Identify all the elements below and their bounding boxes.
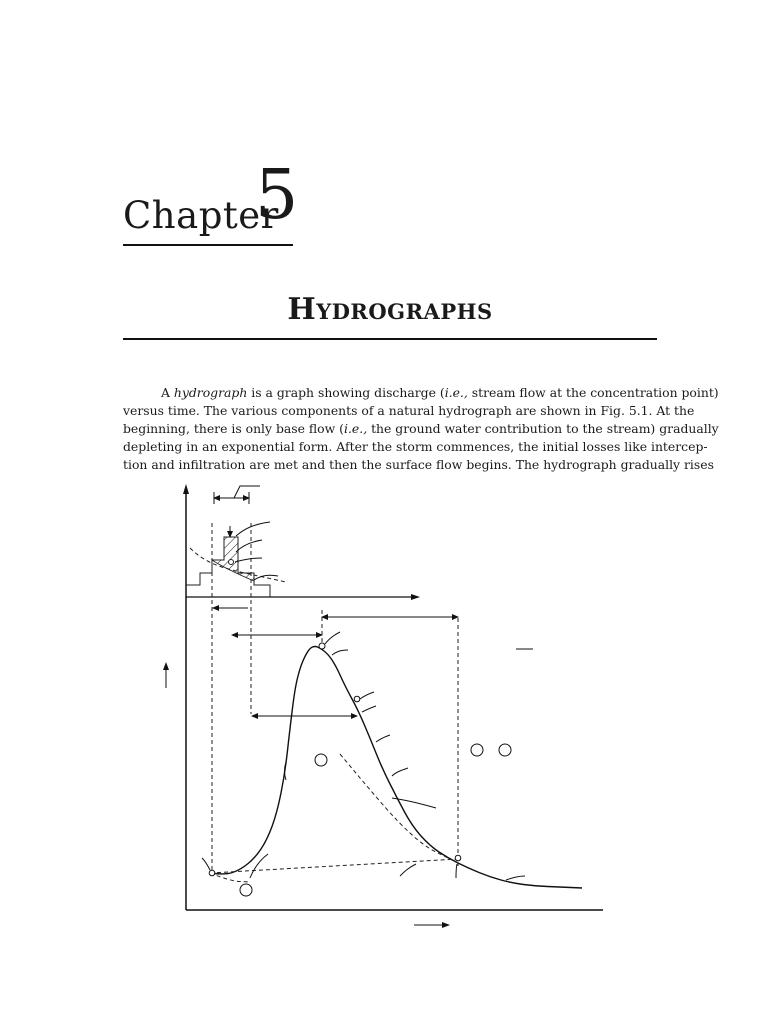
leader-arrow xyxy=(250,854,268,878)
region-marker xyxy=(315,754,327,766)
baseflow-continuation-line xyxy=(210,873,250,882)
inflection-point xyxy=(354,696,360,702)
hydrograph-curve xyxy=(210,647,582,889)
leader-arrow xyxy=(235,558,262,562)
leader-arrow xyxy=(360,692,374,699)
duration-leader xyxy=(234,486,260,498)
region-marker xyxy=(240,884,252,896)
page-title: Hydrographs xyxy=(287,292,493,327)
leader-arrow xyxy=(506,876,525,880)
leader-arrow xyxy=(236,522,270,536)
paragraph-line: A hydrograph is a graph showing discharge (i.e., stream flow at the concentration point) xyxy=(161,385,719,400)
paragraph-line: depleting in an exponential form. After the storm commences, the initial losses like intercep- xyxy=(123,439,708,454)
hydrograph-figure xyxy=(150,478,620,962)
leader-arrow xyxy=(392,798,436,808)
leader-arrow xyxy=(376,735,390,742)
paragraph-line: tion and infiltration are met and then the surface flow begins. The hydrograph gradually rises xyxy=(123,457,714,472)
chapter-header xyxy=(123,156,299,246)
y-axis-arrowhead xyxy=(183,484,189,494)
region-marker xyxy=(499,744,511,756)
leader-arrow xyxy=(332,650,348,655)
arrowhead xyxy=(212,605,219,611)
recession-end-point xyxy=(455,855,461,861)
arrowhead xyxy=(163,662,169,670)
leader-arrow xyxy=(236,540,262,552)
title-rule xyxy=(123,338,657,340)
arrowhead xyxy=(251,713,258,719)
intro-paragraph xyxy=(123,384,719,474)
arrowhead xyxy=(231,632,238,638)
chapter-label: Chapter xyxy=(123,194,279,237)
paragraph-line: versus time. The various components of a natural hydrograph are shown in Fig. 5.1. At the xyxy=(123,403,695,418)
leader-arrow xyxy=(392,768,408,776)
rainfall-time-arrowhead xyxy=(411,594,420,600)
hydrograph-diagram xyxy=(150,478,620,958)
rise-start-point xyxy=(209,870,215,876)
chapter-number: 5 xyxy=(255,156,299,235)
region-marker xyxy=(471,744,483,756)
centroid-of-rainfall-marker xyxy=(229,560,234,565)
recession-projection-line xyxy=(340,754,448,858)
leader-arrow xyxy=(325,632,340,644)
leader-arrow xyxy=(362,706,376,712)
peak-point xyxy=(319,643,325,649)
baseflow-separation-line xyxy=(210,859,458,873)
paragraph-line: beginning, there is only base flow (i.e., the ground water contribution to the stream) gradually xyxy=(123,421,719,436)
leader-arrow xyxy=(400,864,416,876)
arrowhead xyxy=(351,713,358,719)
arrowhead xyxy=(442,922,450,928)
leader-arrow xyxy=(456,864,457,878)
leader-arrow xyxy=(202,858,210,870)
